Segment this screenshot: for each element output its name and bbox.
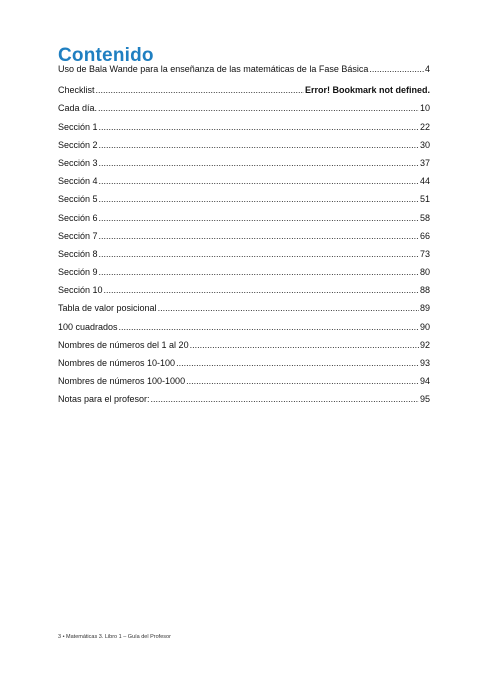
toc-dot-leader: [99, 140, 419, 150]
toc-entry-label: Sección 4: [58, 176, 98, 187]
toc-entry[interactable]: [58, 103, 430, 121]
toc-entry-page-number: 22: [419, 121, 430, 132]
toc-entry[interactable]: [58, 285, 430, 303]
toc-dot-leader: [99, 176, 419, 186]
toc-entry-label: Sección 5: [58, 194, 98, 205]
toc-entry-page-number: 95: [419, 394, 430, 405]
toc-dot-leader: [99, 194, 419, 204]
toc-entry[interactable]: [58, 140, 430, 158]
toc-entry[interactable]: [58, 213, 430, 231]
toc-entry-label: Nombres de números del 1 al 20: [58, 339, 189, 350]
toc-entry-page-number: 4: [424, 64, 430, 74]
toc-dot-leader: [186, 376, 419, 386]
toc-entry-label: Cada día.: [58, 103, 98, 114]
toc-entry[interactable]: [58, 158, 430, 176]
toc-entry[interactable]: [58, 358, 430, 376]
toc-dot-leader: [99, 122, 419, 132]
toc-entry[interactable]: [58, 122, 430, 140]
toc-entry[interactable]: [58, 194, 430, 212]
toc-dot-leader: [158, 303, 419, 313]
toc-entry[interactable]: [58, 64, 430, 82]
toc-dot-leader: [104, 285, 419, 295]
page-footer: 3 • Matemáticas 3. Libro 1 – Guía del Profesor: [58, 634, 171, 640]
toc-dot-leader: [369, 64, 424, 74]
toc-dot-leader: [151, 394, 419, 404]
toc-entry-page-number: 90: [419, 321, 430, 332]
toc-entry-page-number: 58: [419, 212, 430, 223]
toc-entry-label: 100 cuadrados: [58, 321, 118, 332]
toc-dot-leader: [99, 267, 419, 277]
toc-dot-leader: [98, 103, 419, 113]
toc-entry-page-number: 10: [419, 103, 430, 114]
toc-entry-page-number: 30: [419, 139, 430, 150]
toc-entry-label: Sección 9: [58, 267, 98, 278]
toc-entry-label: Sección 2: [58, 139, 98, 150]
toc-entry-label: Checklist: [58, 85, 95, 96]
toc-entry-page-number: 89: [419, 303, 430, 314]
toc-entry-page-number: 88: [419, 285, 430, 296]
toc-entry-page-number: Error! Bookmark not defined.: [304, 85, 430, 96]
toc-entry[interactable]: [58, 231, 430, 249]
toc-entry-page-number: 80: [419, 267, 430, 278]
toc-dot-leader: [99, 249, 419, 259]
toc-dot-leader: [99, 231, 419, 241]
table-of-contents: [58, 64, 430, 413]
toc-dot-leader: [119, 322, 419, 332]
toc-entry[interactable]: [58, 340, 430, 358]
toc-entry-label: Sección 3: [58, 157, 98, 168]
toc-dot-leader: [99, 213, 419, 223]
toc-entry-label: Notas para el profesor:: [58, 394, 150, 405]
toc-entry[interactable]: [58, 303, 430, 321]
toc-dot-leader: [176, 358, 419, 368]
toc-entry-page-number: 93: [419, 358, 430, 368]
toc-entry-label: Sección 1: [58, 121, 98, 132]
toc-dot-leader: [99, 158, 419, 168]
toc-entry-page-number: 94: [419, 376, 430, 387]
toc-dot-leader: [190, 340, 419, 350]
toc-entry[interactable]: [58, 249, 430, 267]
toc-entry-label: Sección 7: [58, 230, 98, 241]
toc-entry-label: Nombres de números 100-1000: [58, 376, 186, 387]
toc-entry[interactable]: [58, 85, 430, 103]
toc-entry-label: Sección 10: [58, 285, 103, 296]
toc-entry[interactable]: [58, 267, 430, 285]
toc-entry-page-number: 44: [419, 176, 430, 187]
toc-entry-page-number: 66: [419, 230, 430, 241]
toc-entry-label: Uso de Bala Wande para la enseñanza de las matemáticas de la Fase Básica: [58, 64, 369, 74]
toc-entry[interactable]: [58, 376, 430, 394]
toc-entry[interactable]: [58, 394, 430, 412]
toc-dot-leader: [96, 85, 304, 95]
toc-entry-label: Tabla de valor posicional: [58, 303, 157, 314]
toc-entry[interactable]: [58, 322, 430, 340]
toc-entry-page-number: 73: [419, 248, 430, 259]
toc-entry-page-number: 92: [419, 339, 430, 350]
page-title: Contenido: [58, 44, 154, 66]
toc-entry-page-number: 37: [419, 157, 430, 168]
toc-entry-label: Sección 6: [58, 212, 98, 223]
toc-entry-page-number: 51: [419, 194, 430, 205]
toc-entry-label: Nombres de números 10-100: [58, 358, 176, 368]
toc-entry-label: Sección 8: [58, 248, 98, 259]
toc-entry[interactable]: [58, 176, 430, 194]
